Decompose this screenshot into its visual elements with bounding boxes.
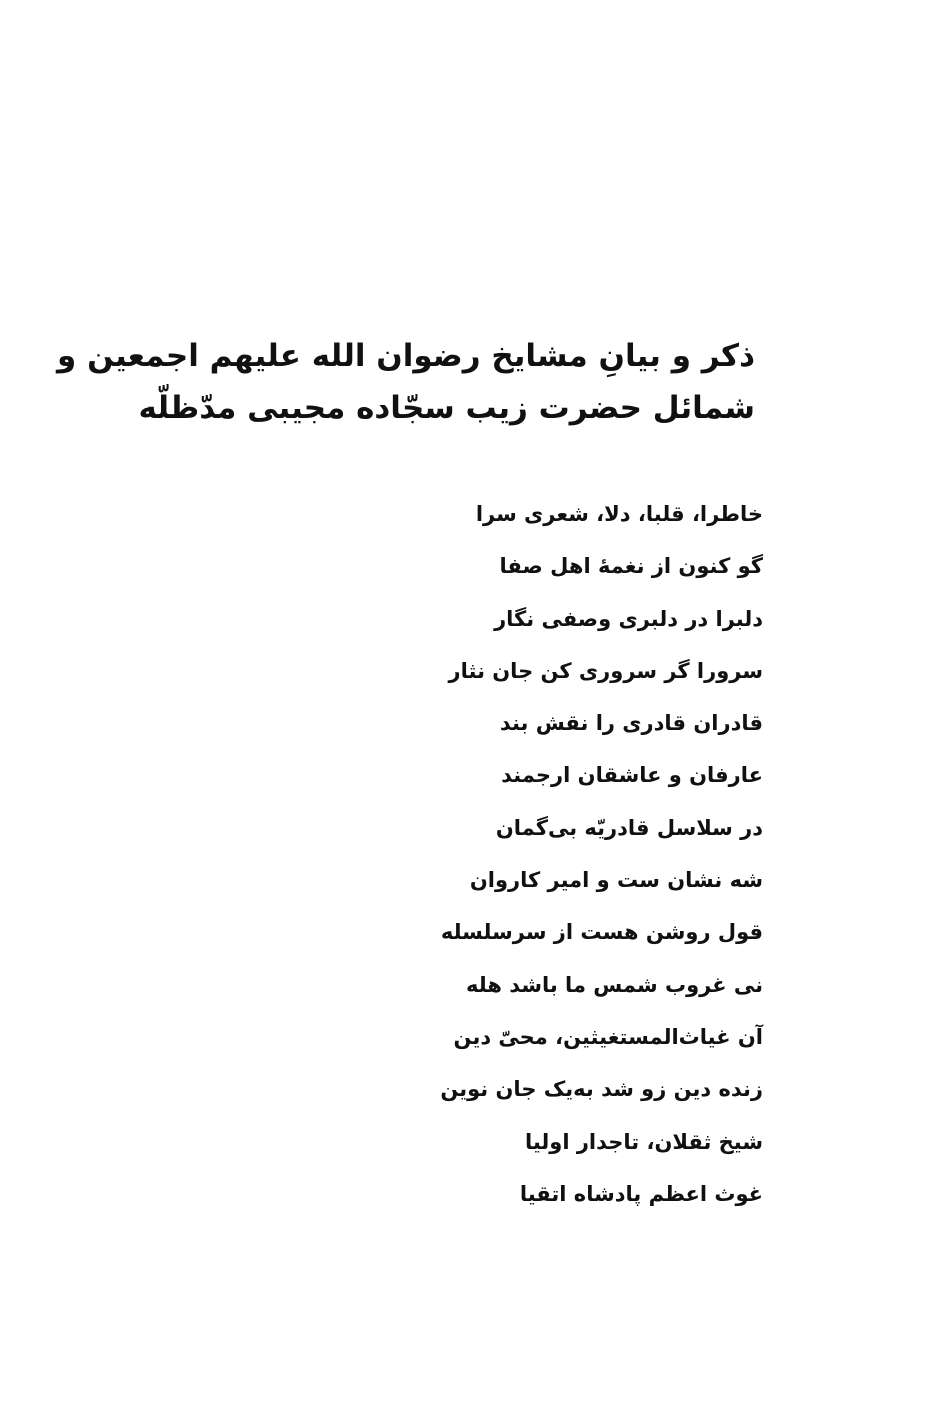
- verse-line: زنده دین زو شد به‌یک جان نوین: [440, 1077, 763, 1102]
- verse-line: شیخ ثقلان، تاجدار اولیا: [524, 1129, 763, 1154]
- section-heading: [57, 330, 755, 434]
- verse-line: قول روشن هست از سرسلسله: [440, 920, 763, 945]
- verse-line: دلبرا در دلبری وصفی نگار: [494, 606, 763, 631]
- verse-line: خاطرا، قلبا، دلا، شعری سرا: [475, 502, 763, 526]
- verse-line: سرورا گر سروری کن جان نثار: [448, 658, 763, 683]
- verse-list: [343, 488, 763, 1220]
- verse-line: آن غیاث‌المستغیثین، محیّ دین: [453, 1024, 763, 1049]
- verse-line: در سلاسل قادریّه بی‌گمان: [495, 815, 763, 840]
- heading-line-1: ذکر و بیانِ مشایخ رضوان الله علیهم اجمعین و: [57, 338, 755, 374]
- verse-line: گو کنون از نغمهٔ اهل صفا: [499, 554, 763, 579]
- verse-line: نی غروب شمس ما باشد هله: [466, 972, 763, 997]
- verse-line: غوث اعظم پادشاه اتقیا: [519, 1181, 763, 1206]
- heading-line-2: شمائل حضرت زیب سجّاده مجیبی مدّظلّه: [138, 390, 755, 426]
- verse-line: شه نشان ست و امیر کاروان: [469, 868, 763, 893]
- verse-line: قادران قادری را نقش بند: [499, 711, 763, 736]
- verse-line: عارفان و عاشقان ارجمند: [501, 763, 763, 788]
